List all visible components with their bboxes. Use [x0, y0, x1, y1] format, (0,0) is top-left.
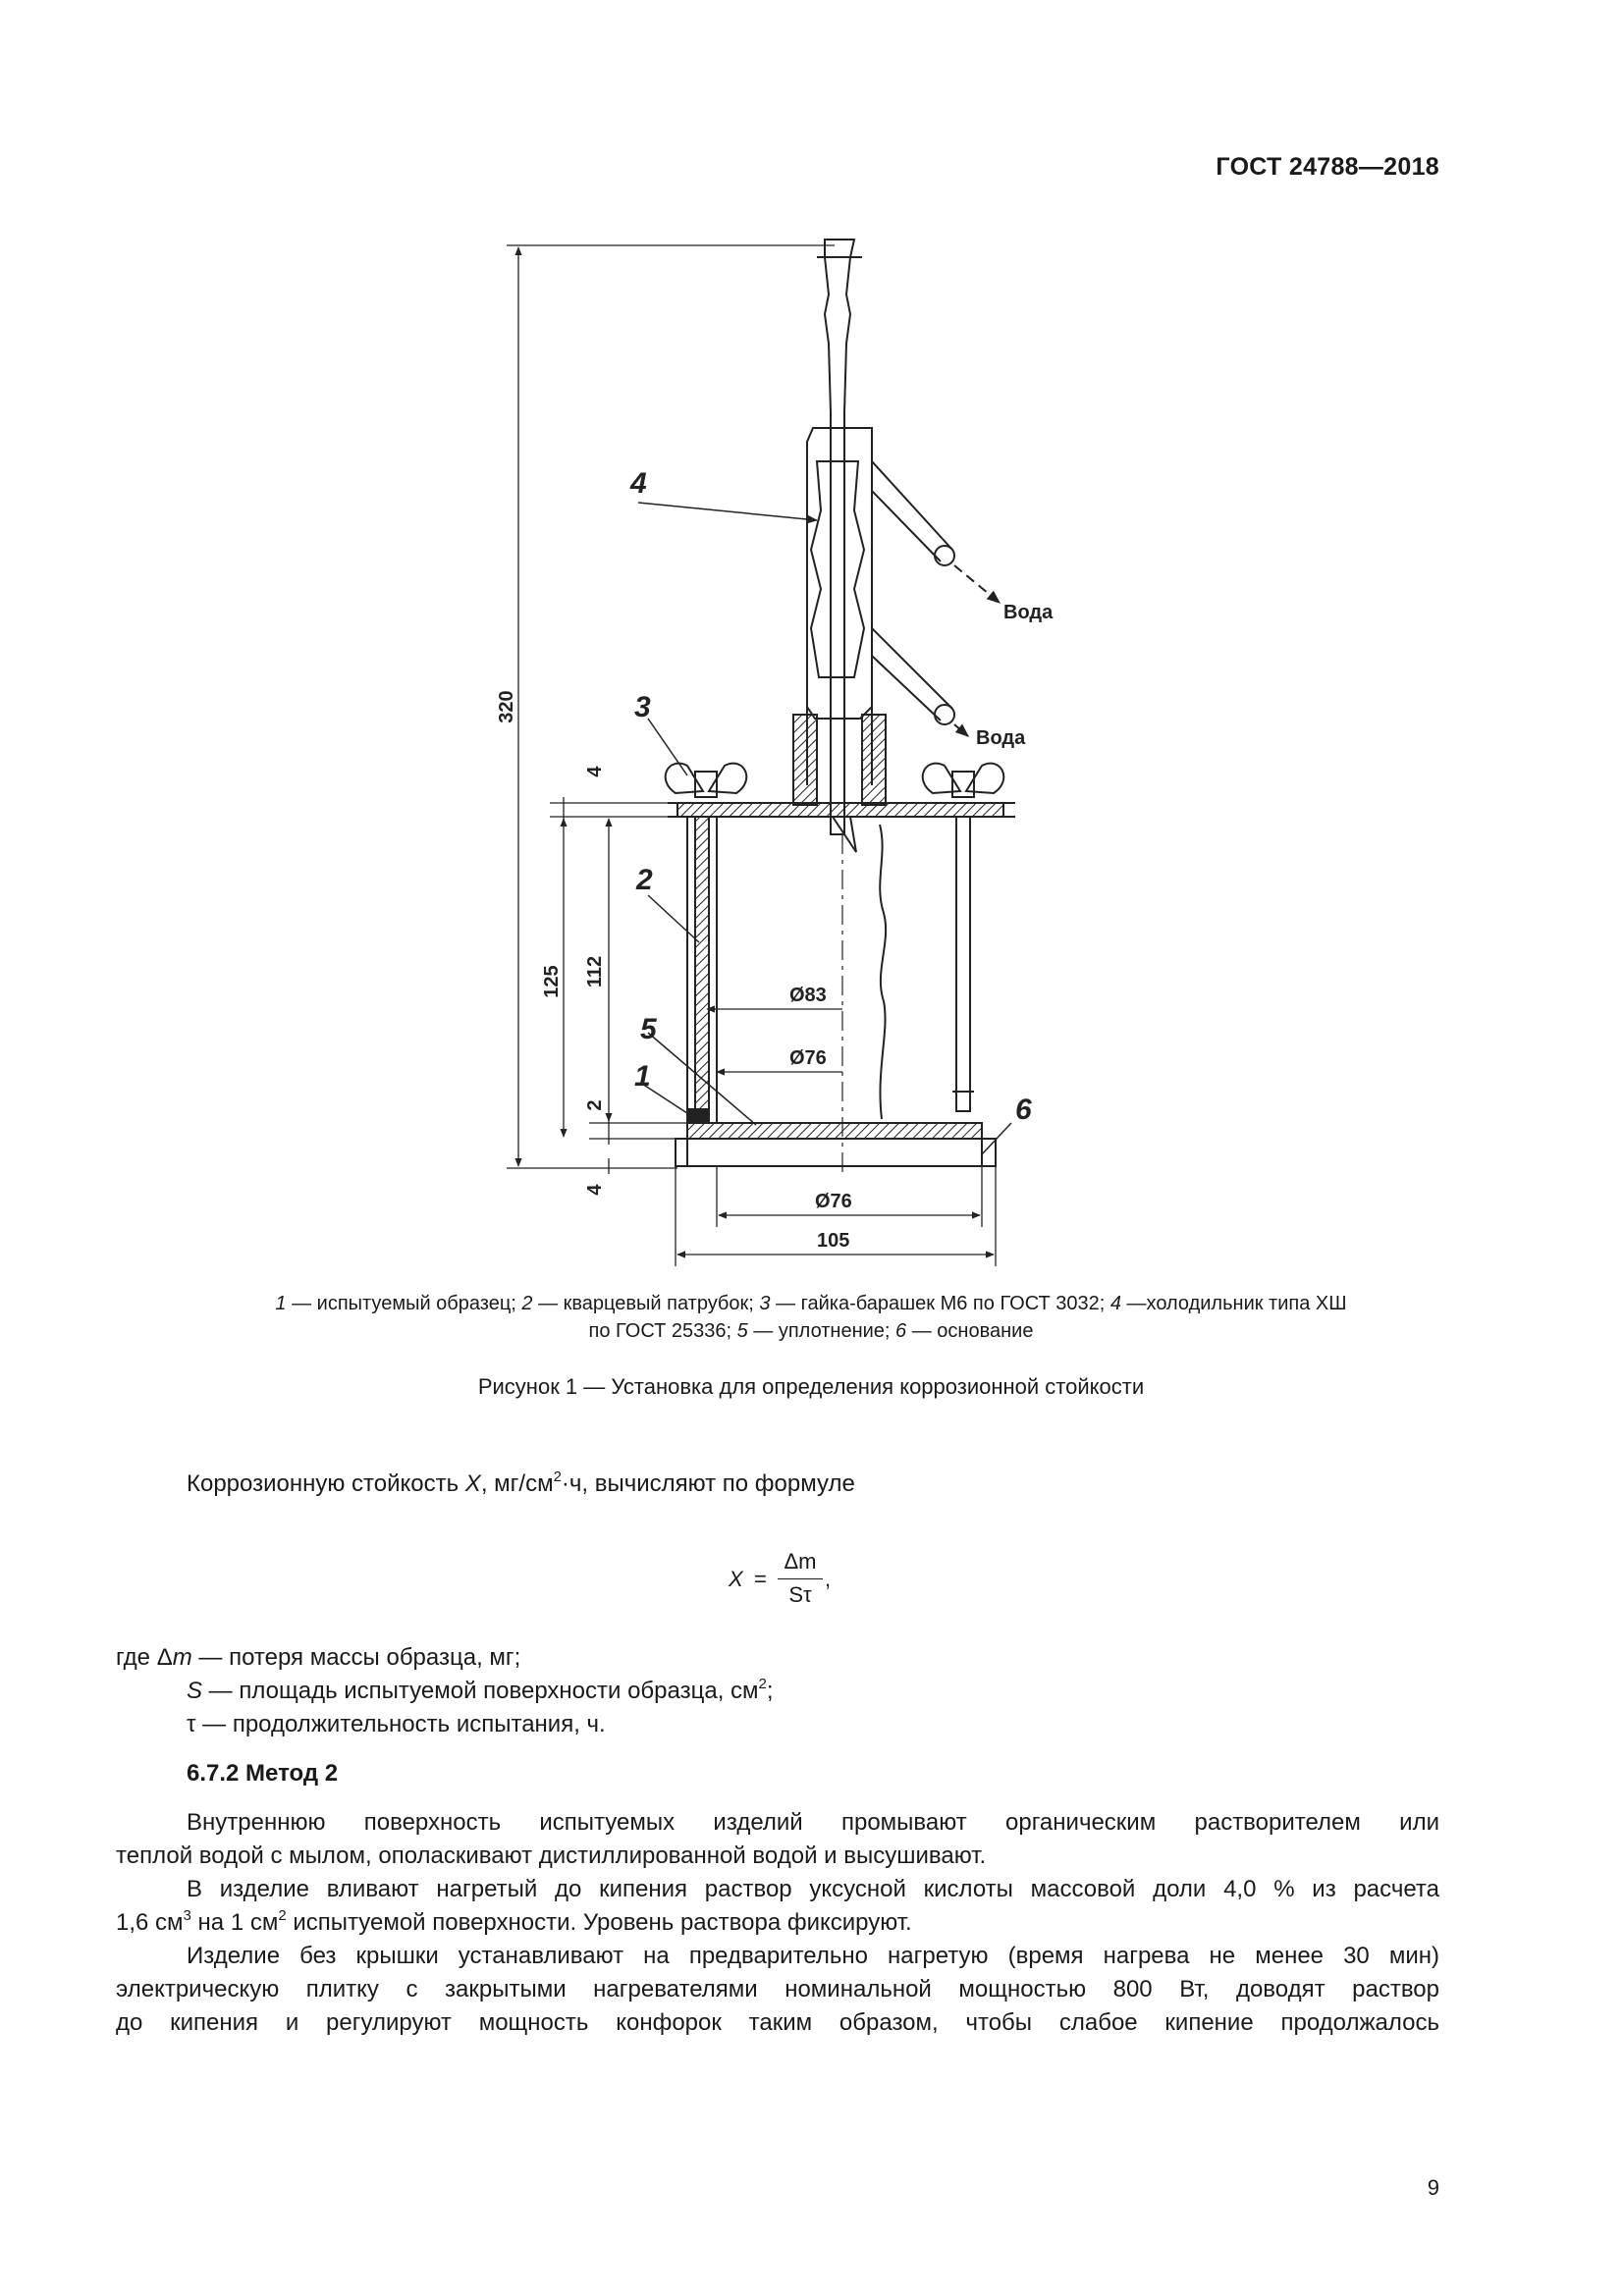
page-number: 9 [1427, 2175, 1439, 2200]
where-tau: τ — продолжительность испытания, ч. [187, 1711, 606, 1737]
callout-3: 3 [634, 691, 651, 723]
standard-code: ГОСТ 24788—2018 [1216, 153, 1439, 181]
figure-legend: 1 — испытуемый образец; 2 — кварцевый патрубок; 3 — гайка-барашек М6 по ГОСТ 3032; 4 —холодильник типа ХШ по ГОСТ 25336; 5 — уплотнение; 6 — основание [275, 1293, 1347, 1342]
paragraph-3-line-2: электрическую плитку с закрытыми нагревателями номинальной мощностью 800 Вт, доводят раствор [116, 1976, 1439, 2002]
dim-d76-inner: Ø76 [789, 1047, 827, 1069]
specimen-and-base [676, 834, 996, 1178]
callout-5: 5 [640, 1013, 657, 1045]
paragraph-3-line-1: Изделие без крышки устанавливают на предварительно нагретую (время нагрева не менее 30 мин) [187, 1943, 1439, 1969]
paragraph-1-line-1: Внутреннюю поверхность испытуемых изделий промывают органическим растворителем или [187, 1809, 1439, 1836]
dim-4-top: 4 [584, 766, 606, 777]
dim-112: 112 [584, 955, 606, 988]
paragraph-2-line-1: В изделие вливают нагретый до кипения раствор уксусной кислоты массовой доли 4,0 % из расчета [187, 1876, 1439, 1902]
section-title: 6.7.2 Метод 2 [187, 1760, 339, 1787]
dim-105: 105 [817, 1230, 850, 1252]
callout-6: 6 [1015, 1094, 1032, 1126]
callout-1: 1 [634, 1060, 651, 1093]
intro-text: Коррозионную стойкость X, $мг/см^2\cdot ч$, вычисляют по формуле [187, 1468, 855, 1497]
dim-2: 2 [584, 1099, 606, 1111]
dim-320: 320 [496, 690, 517, 723]
callout-2: 2 [636, 864, 653, 896]
wing-nut-left [666, 764, 747, 797]
paragraph-1-line-2: теплой водой с мылом, ополаскивают дистиллированной водой и высушивают. [116, 1842, 987, 1869]
dim-125: 125 [541, 965, 563, 998]
quartz-tube [687, 817, 886, 1123]
callout-4: 4 [630, 467, 647, 500]
paragraph-3-line-3: до кипения и регулируют мощность конфорок таким образом, чтобы слабое кипение продолжалось [116, 2009, 1439, 2036]
dimension-lines [507, 245, 996, 1266]
apparatus-figure [471, 226, 1080, 1276]
water-flow-arrows [954, 565, 1000, 736]
dim-4-bottom: 4 [584, 1184, 606, 1196]
corrosion-formula: X = Δm Sτ , [729, 1549, 832, 1607]
dim-d76-seat: Ø76 [815, 1191, 852, 1212]
dim-d83: Ø83 [789, 985, 827, 1006]
where-s: S — площадь испытуемой поверхности образца, $см^2$; [187, 1676, 774, 1704]
figure-caption: Рисунок 1 — Установка для определения коррозионной стойкости [477, 1374, 1145, 1399]
water-label-top: Вода [1003, 602, 1054, 623]
tie-rod-right [952, 817, 974, 1111]
wing-nut-right [923, 764, 1004, 797]
water-label-bottom: Вода [976, 727, 1026, 749]
where-m: где Δm — потеря массы образца, мг; [116, 1644, 521, 1671]
paragraph-2-line-2: 1,6 $см^3$ на 1 $см^2$ испытуемой поверхности. Уровень раствора фиксируют. [116, 1907, 912, 1936]
lid [668, 715, 1015, 852]
